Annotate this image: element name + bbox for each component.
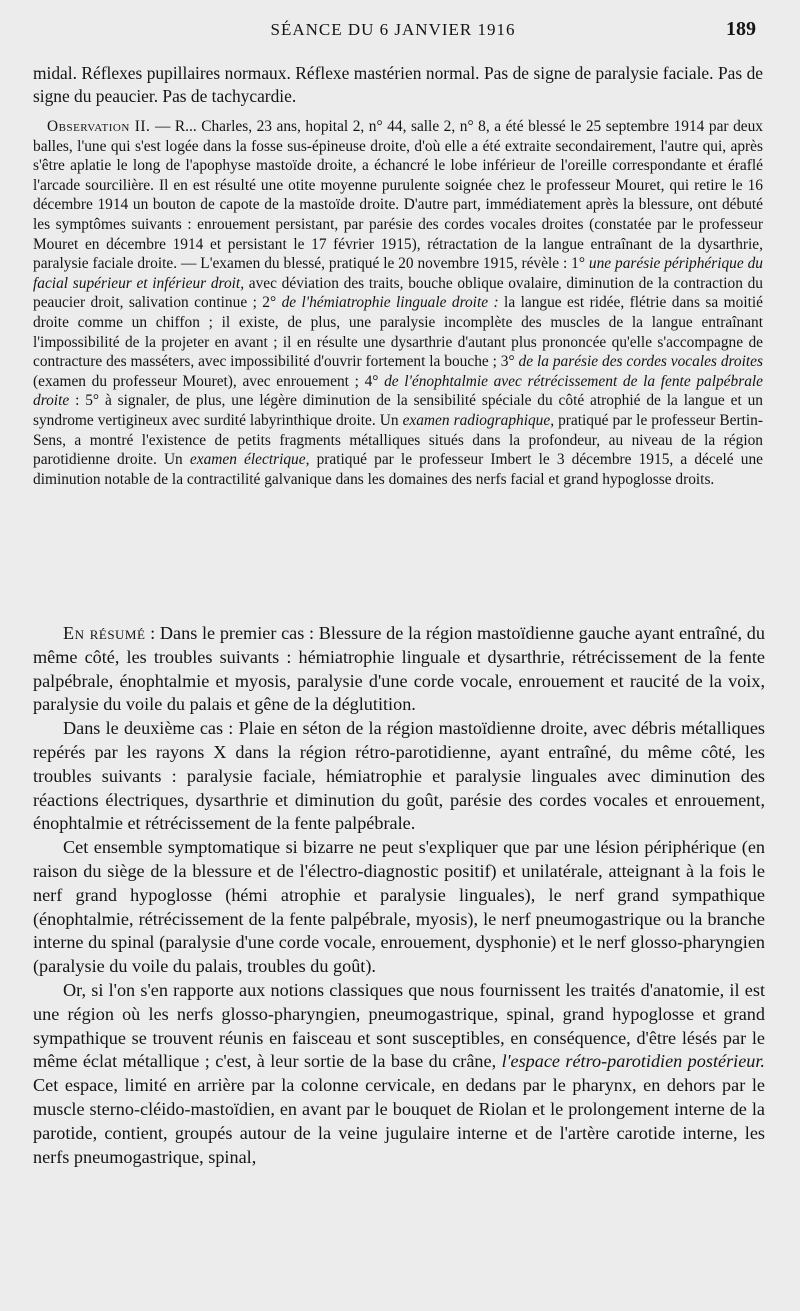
- resume-block: [33, 622, 765, 1169]
- observation-text-7: pratiqué par le professeur Imbert le 3 décembre 1915, a décelé une diminution notable de la contractilité galvanique dans les domaines des nerfs facial et grand hypoglosse droits.: [33, 451, 764, 488]
- observation-text-1: — R... Charles, 23 ans, hopital 2, n° 44, salle 2, n° 8, a été blessé le 25 septembre 1914 par deux balles, l'une qui s'est logée dans la fosse sus-épineuse droite, d'où elle a été extraite secondairement, l'autre qui, après s'être aplatie le long de l'apophyse mastoïde droite, a échancré le lobe inférieur de l'oreille correspondante et éraflé l'arcade sourcilière. Il en est résulté une otite moyenne purulente soignée chez le professeur Mouret, qui retire le 16 décembre 1914 un bouton de capote de la mastoïde droite. D'autre part, immédiatement après la blessure, ont débuté les symptômes suivants : enrouement persistant, par parésie des cordes vocales droites (constatée par le professeur Mouret en décembre 1914 et persistant le 17 février 1915), rétractation de la langue entraînant de la dysarthrie, paralysie faciale droite. — L'examen du blessé, pratiqué le 20 novembre 1915, révèle : 1°: [33, 118, 763, 273]
- observation-italic-3: de la parésie des cordes vocales droites: [518, 353, 763, 371]
- intro-text: midal. Réflexes pupillaires normaux. Réflexe mastérien normal. Pas de signe de paralysie faciale. Pas de signe du peaucier. Pas de tachycardie.: [33, 63, 763, 106]
- observation-text-5: : 5° à signaler, de plus, une légère diminution de la sensibilité spéciale du côté atrophié de la langue et un syndrome vertigineux avec surdité labyrinthique droite. Un: [33, 392, 763, 429]
- observation-italic-1: une parésie périphérique du facial supérieur et inférieur droit,: [33, 255, 763, 292]
- resume-text-4b: Cet espace, limité en arrière par la colonne cervicale, en dedans par le pharynx, en dehors par le muscle sterno-cléido-mastoïdien, en avant par le bouquet de Riolan et le prolongement interne de la parotide, contient, groupés autour de la veine jugulaire interne et de l'artère carotide interne, les nerfs pneumogastrique, spinal,: [33, 1075, 765, 1167]
- intro-paragraph: [33, 62, 763, 107]
- resume-paragraph-2: Dans le deuxième cas : Plaie en séton de la région mastoïdienne droite, avec débris métalliques repérés par les rayons X dans la région rétro-parotidienne, ayant entraîné, du même côté, les troubles suivants : paralysie faciale, hémiatrophie et paralysie linguales avec diminution des réactions électriques, dysarthrie et diminution du goût, parésie des cordes vocales et enrouement, énophtalmie et rétrécissement de la fente palpébrale.: [33, 718, 765, 834]
- observation-italic-6: examen électrique,: [189, 451, 310, 469]
- resume-paragraph-1: [33, 622, 765, 717]
- resume-paragraph-3: Cet ensemble symptomatique si bizarre ne peut s'expliquer que par une lésion périphérique (en raison du siège de la blessure et de l'électro-diagnostic positif) et unilatérale, atteignant à la fois le nerf grand hypoglosse (hémi atrophie et paralysie linguales), le nerf grand sympathique (énophtalmie, rétrécissement de la fente palpébrale, myosis), le nerf pneumogastrique ou la branche interne du spinal (paralysie d'une corde vocale, enrouement, dysphonie) et le nerf glosso-pharyngien (paralysie du voile du palais, troubles du goût).: [33, 837, 765, 977]
- observation-label: Observation II.: [47, 118, 151, 135]
- page-number: 189: [726, 18, 756, 40]
- observation-text-6: pratiqué par le professeur Bertin-Sens, a montré l'existence de petits fragments métalliques situés dans la profondeur, au niveau de la région parotidienne droite. Un: [33, 411, 763, 469]
- observation-text-2: avec déviation des traits, bouche oblique ovalaire, diminution de la contraction du peaucier droit, salivation continue ; 2°: [33, 274, 763, 312]
- resume-paragraph-4: [33, 979, 765, 1169]
- resume-italic-4: l'espace rétro-parotidien postérieur.: [501, 1051, 765, 1072]
- observation-text-4: (examen du professeur Mouret), avec enrouement ; 4°: [33, 372, 385, 390]
- resume-text-1: : Dans le premier cas : Blessure de la région mastoïdienne gauche ayant entraîné, du même côté, les troubles suivants : hémiatrophie linguale et dysarthrie, rétrécissement de la fente palpébrale, énophtalmie et myosis, paralysie d'une corde vocale, enrouement et raucité de la voix, paralysie du voile du palais et gêne de la déglutition.: [33, 623, 765, 715]
- observation-paragraph: [33, 117, 763, 489]
- resume-text-4a: Or, si l'on s'en rapporte aux notions classiques que nous fournissent les traités d'anatomie, il est une région où les nerfs glosso-pharyngien, pneumogastrique, spinal, grand hypoglosse et grand sympathique se trouvent réunis en faisceau et sont susceptibles, en conséquence, d'être lésés par le même éclat métallique ; c'est, à leur sortie de la base du crâne,: [33, 979, 765, 1072]
- observation-block: [33, 117, 763, 489]
- observation-italic-4: de l'énophtalmie avec rétrécissement de la fente palpébrale droite: [33, 372, 763, 410]
- running-head: SÉANCE DU 6 JANVIER 1916: [270, 20, 516, 39]
- page-header: [30, 20, 756, 46]
- observation-italic-2: de l'hémiatrophie linguale droite :: [281, 294, 499, 312]
- resume-label: En résumé: [63, 623, 146, 643]
- observation-italic-5: examen radiographique,: [402, 411, 555, 429]
- observation-text-3: la langue est ridée, flétrie dans sa moitié droite comme un chiffon ; il existe, de plus, une paralysie incomplète des muscles de la langue entraînant l'impossibilité de la projeter en avant ; il en résulte une dysarthrie d'autant plus prononcée qu'elle s'accompagne de contracture des masséters, avec impossibilité d'ouvrir fortement la bouche ; 3°: [33, 294, 763, 371]
